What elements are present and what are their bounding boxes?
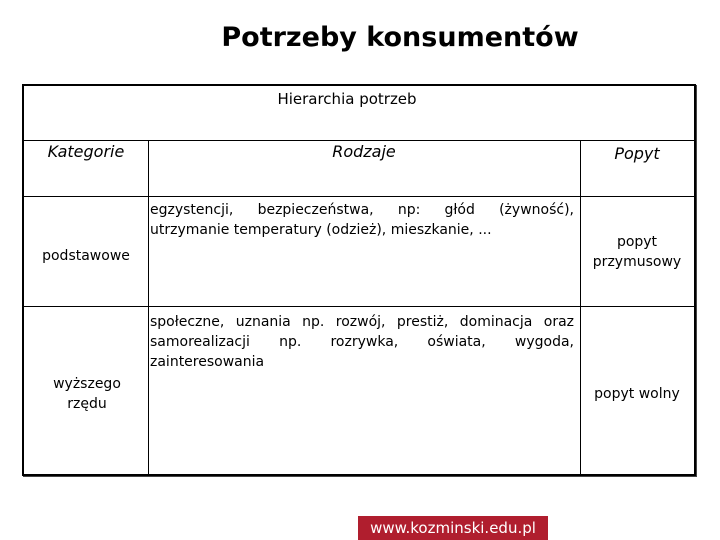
row-demand-higher: popyt wolny xyxy=(594,386,680,402)
row-needs-basic: egzystencji, bezpieczeństwa, np: głód (żywność), utrzymanie temperatury (odzież), mieszkanie, ... xyxy=(150,202,574,238)
table-subtitle: Hierarchia potrzeb xyxy=(277,90,417,108)
needs-hierarchy-table xyxy=(22,84,696,476)
header-popyt: Popyt xyxy=(614,144,660,163)
header-divider xyxy=(24,196,694,197)
row-demand-basic: popyt przymusowy xyxy=(592,234,682,270)
footer-url-banner[interactable]: www.kozminski.edu.pl xyxy=(358,516,548,540)
slide-title: Potrzeby konsumentów xyxy=(221,22,579,53)
column-divider-left xyxy=(148,140,149,476)
row-divider xyxy=(24,306,694,307)
subtitle-divider xyxy=(24,140,694,141)
row-category-higher: wyższego rzędu xyxy=(53,376,121,412)
row-category-basic: podstawowe xyxy=(42,248,130,264)
header-rodzaje: Rodzaje xyxy=(332,142,396,161)
header-kategorie: Kategorie xyxy=(47,142,125,161)
row-needs-higher: społeczne, uznania np. rozwój, prestiż, dominacja oraz samorealizacji np. rozrywka, oświata, wygoda, zainteresowania xyxy=(150,314,574,370)
column-divider-right xyxy=(580,140,581,476)
